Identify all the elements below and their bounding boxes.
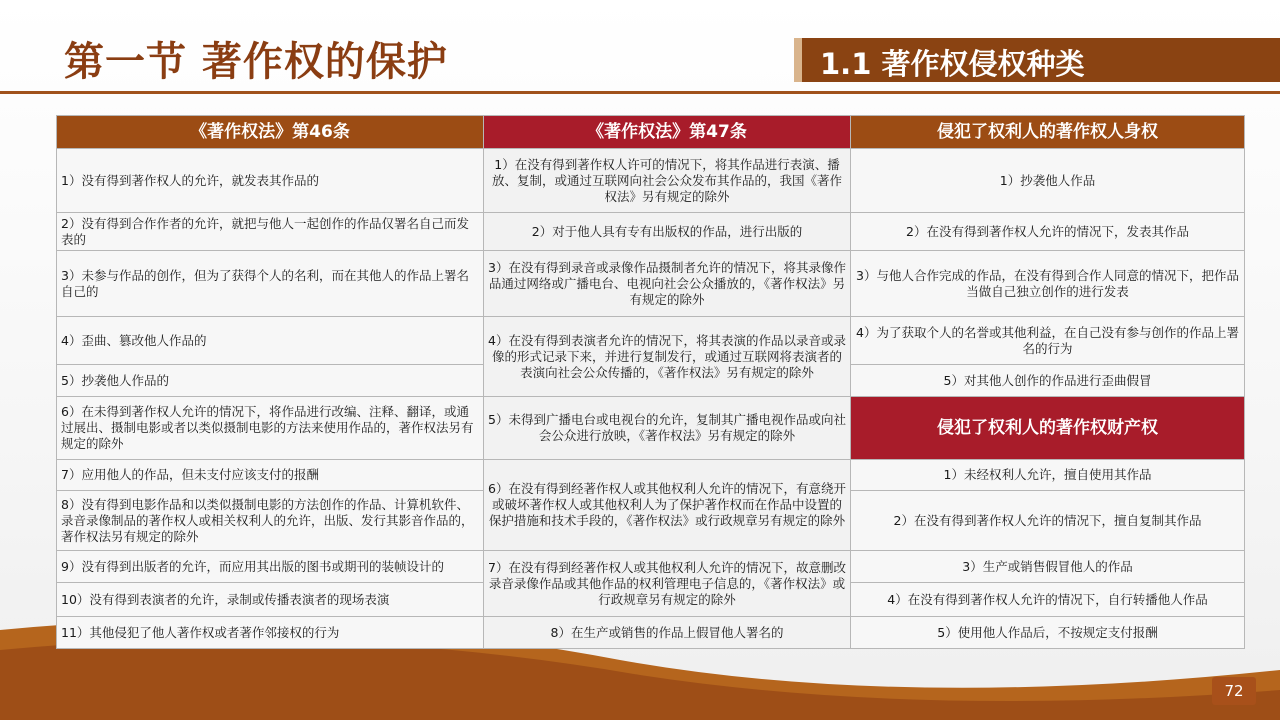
section-title: 1.1 著作权侵权种类: [820, 47, 1085, 81]
copyright-infringement-table: [56, 115, 1245, 649]
personal-rights-item-2: 2）在没有得到著作权人允许的情况下，发表其作品: [851, 213, 1245, 251]
personal-rights-item-1: 1）抄袭他人作品: [851, 149, 1245, 213]
article46-item-9: 9）没有得到出版者的允许，而应用其出版的图书或期刊的装帧设计的: [57, 551, 484, 583]
page-number: 72: [1212, 677, 1256, 705]
article46-item-10: 10）没有得到表演者的允许，录制或传播表演者的现场表演: [57, 583, 484, 617]
article46-item-5: 5）抄袭他人作品的: [57, 365, 484, 397]
article46-item-3: 3）未参与作品的创作，但为了获得个人的名利，而在其他人的作品上署名自己的: [57, 251, 484, 317]
property-rights-item-4: 4）在没有得到著作权人允许的情况下，自行转播他人作品: [851, 583, 1245, 617]
header-article-46: 《著作权法》第46条: [57, 116, 484, 149]
personal-rights-item-3: 3）与他人合作完成的作品，在没有得到合作人同意的情况下，把作品当做自己独立创作的进行发表: [851, 251, 1245, 317]
article46-item-1: 1）没有得到著作权人的允许，就发表其作品的: [57, 149, 484, 213]
property-rights-header: 侵犯了权利人的著作权财产权: [851, 397, 1245, 460]
header-personal-rights: 侵犯了权利人的著作权人身权: [851, 116, 1245, 149]
article47-item-3: 3）在没有得到录音或录像作品摄制者允许的情况下，将其录像作品通过网络或广播电台、电视向社会公众播放的，《著作权法》另有规定的除外: [484, 251, 851, 317]
table-row: [57, 397, 1245, 460]
section-title-box: [794, 38, 1280, 82]
article46-item-8: 8）没有得到电影作品和以类似摄制电影的方法创作的作品、计算机软件、录音录像制品的著作权人或相关权利人的允许，出版、发行其影音作品的，著作权法另有规定的除外: [57, 491, 484, 551]
article46-item-2: 2）没有得到合作作者的允许，就把与他人一起创作的作品仅署名自己而发表的: [57, 213, 484, 251]
article47-item-1: 1）在没有得到著作权人许可的情况下，将其作品进行表演、播放、复制，或通过互联网向社会公众发布其作品的，我国《著作权法》另有规定的除外: [484, 149, 851, 213]
personal-rights-item-5: 5）对其他人创作的作品进行歪曲假冒: [851, 365, 1245, 397]
table-row: [57, 251, 1245, 317]
article46-item-11: 11）其他侵犯了他人著作权或者著作邻接权的行为: [57, 617, 484, 649]
table-row: [57, 213, 1245, 251]
header-article-47: 《著作权法》第47条: [484, 116, 851, 149]
article47-item-4: 4）在没有得到表演者允许的情况下，将其表演的作品以录音或录像的形式记录下来，并进行复制发行，或通过互联网将表演者的表演向社会公众传播的，《著作权法》另有规定的除外: [484, 317, 851, 397]
article47-item-7: 7）在没有得到经著作权人或其他权利人允许的情况下，故意删改录音录像作品或其他作品的权利管理电子信息的，《著作权法》或行政规章另有规定的除外: [484, 551, 851, 617]
article47-item-8: 8）在生产或销售的作品上假冒他人署名的: [484, 617, 851, 649]
table-row: [57, 551, 1245, 583]
article46-item-4: 4）歪曲、篡改他人作品的: [57, 317, 484, 365]
property-rights-item-3: 3）生产或销售假冒他人的作品: [851, 551, 1245, 583]
table-row: [57, 617, 1245, 649]
property-rights-item-5: 5）使用他人作品后，不按规定支付报酬: [851, 617, 1245, 649]
article47-item-2: 2）对于他人具有专有出版权的作品，进行出版的: [484, 213, 851, 251]
table-row: [57, 317, 1245, 365]
article46-item-7: 7）应用他人的作品，但未支付应该支付的报酬: [57, 460, 484, 491]
title-divider: [0, 91, 1280, 94]
property-rights-item-2: 2）在没有得到著作权人允许的情况下，擅自复制其作品: [851, 491, 1245, 551]
personal-rights-item-4: 4）为了获取个人的名誉或其他利益，在自己没有参与创作的作品上署名的行为: [851, 317, 1245, 365]
property-rights-item-1: 1）未经权利人允许，擅自使用其作品: [851, 460, 1245, 491]
table-row: [57, 460, 1245, 491]
table-row: [57, 149, 1245, 213]
article47-item-5: 5）未得到广播电台或电视台的允许，复制其广播电视作品或向社会公众进行放映，《著作权法》另有规定的除外: [484, 397, 851, 460]
slide-title: 第一节 著作权的保护: [64, 39, 448, 85]
article47-item-6: 6）在没有得到经著作权人或其他权利人允许的情况下，有意绕开或破坏著作权人或其他权利人为了保护著作权而在作品中设置的保护措施和技术手段的，《著作权法》或行政规章另有规定的除外: [484, 460, 851, 551]
table-header-row: [57, 116, 1245, 149]
article46-item-6: 6）在未得到著作权人允许的情况下，将作品进行改编、注释、翻译，或通过展出、摄制电影或者以类似摄制电影的方法来使用作品的，著作权法另有规定的除外: [57, 397, 484, 460]
